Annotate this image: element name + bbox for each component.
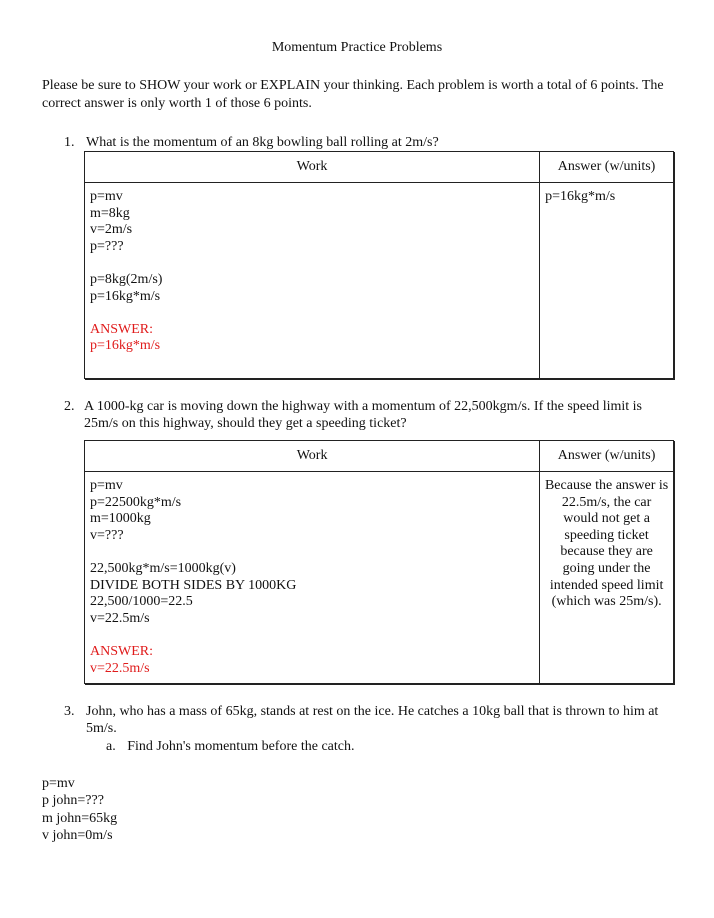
problem-1-number: 1. [64,135,75,150]
problem-1-question-block [64,134,686,151]
work-line: p=8kg(2m/s) [90,271,163,287]
answer-label: ANSWER: [90,321,153,337]
answer-value: p=16kg*m/s [90,338,161,354]
work-header: Work [85,152,540,183]
work-line: 22,500/1000=22.5 [90,594,193,610]
problem-1-work-lines [85,183,539,322]
work-line: v john=0m/s [42,828,113,844]
page-title: Momentum Practice Problems [271,40,443,55]
work-line: p=16kg*m/s [90,288,161,304]
problem-1-answer-text: p=16kg*m/s [545,189,616,204]
work-line: m john=65kg [42,810,118,826]
problem-1-question: What is the momentum of an 8kg bowling ball rolling at 2m/s? [86,135,439,150]
problem-1-table [84,151,674,379]
work-line: DIVIDE BOTH SIDES BY 1000KG [90,577,297,593]
problem-3-question: John, who has a mass of 65kg, stands at rest on the ice. He catches a 10kg ball that is thrown to him at 5m/s. [86,704,659,736]
problem-2-answer-highlight [85,644,539,677]
work-line [90,255,539,272]
work-line: m=8kg [90,205,130,221]
problem-2-question: A 1000-kg car is moving down the highway with a momentum of 22,500kgm/s. If the speed limit is 25m/s on this highway, should they get a speeding ticket? [84,399,642,431]
work-line: p=22500kg*m/s [90,494,182,510]
problem-2-question-block [64,398,674,432]
problem-2-answer-text: Because the answer is 22.5m/s, the car would not get a speeding ticket because they are going under the intended speed limit (which was 25m/s). [544,478,669,610]
answer-label: ANSWER: [90,643,153,659]
problem-2-work-cell [85,472,540,684]
work-line [90,305,539,322]
work-line: p=mv [90,478,123,493]
work-line: p=??? [90,238,124,254]
work-line: m=1000kg [90,511,151,527]
work-line: p=mv [90,189,123,204]
problem-2-work-lines [85,472,539,644]
work-header: Work [85,441,540,472]
problem-2-number: 2. [64,399,75,414]
sub-a-letter: a. [106,739,116,754]
sub-a-text: Find John's momentum before the catch. [127,739,355,754]
answer-value: v=22.5m/s [90,660,150,676]
work-line [90,544,539,561]
work-line: p=mv [42,776,75,791]
work-line [90,627,539,644]
problem-2-table [84,440,674,684]
work-line: v=22.5m/s [90,610,150,626]
answer-header: Answer (w/units) [540,152,674,183]
work-line: 22,500kg*m/s=1000kg(v) [90,560,236,576]
problem-3-work-lines [42,775,117,845]
work-line: v=??? [90,527,124,543]
work-line: p john=??? [42,793,104,809]
problem-2-answer-cell [540,472,674,684]
problem-3-question-block [64,703,676,737]
answer-header: Answer (w/units) [540,441,674,472]
problem-1-answer-cell [540,183,674,379]
problem-1-work-cell [85,183,540,379]
problem-1-answer-highlight [85,322,539,355]
instructions-paragraph: Please be sure to SHOW your work or EXPLAIN your thinking. Each problem is worth a total of 6 points. The correct answer is only worth 1 of those 6 points. [42,78,664,111]
problem-3-subquestion-a [106,739,354,755]
work-line: v=2m/s [90,222,133,238]
problem-3-number: 3. [64,704,75,719]
